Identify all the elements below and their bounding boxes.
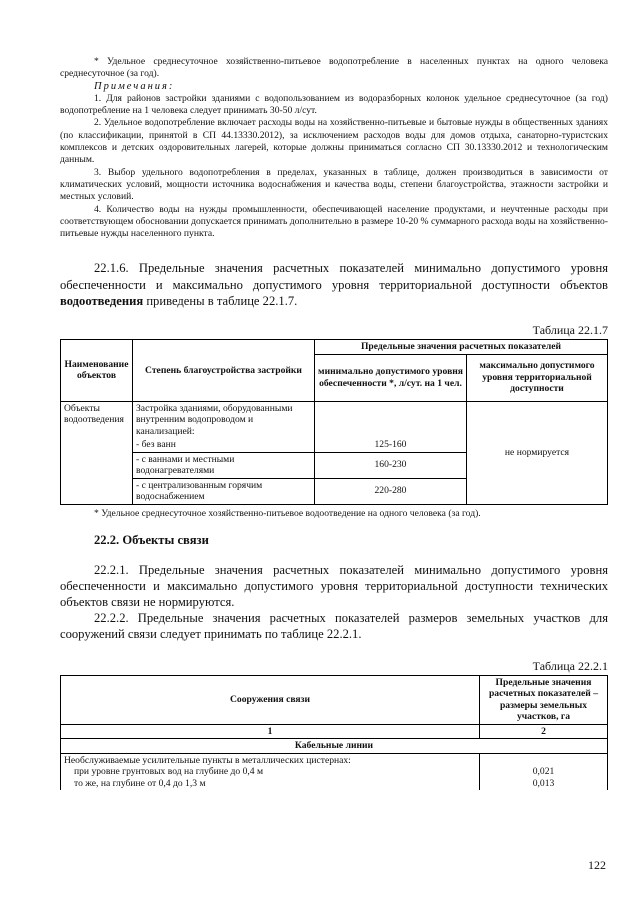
cell-degree: Застройка зданиями, оборудованными внутренним водопроводом и канализацией:: [133, 401, 315, 438]
section-heading: 22.2. Объекты связи: [94, 532, 209, 547]
table-caption: Таблица 22.2.1: [532, 658, 608, 673]
note-item: 4. Количество воды на нужды промышленности, обеспечивающей население продуктами, и неучтенные расходы при соответствующем обосновании допускается принимать дополнительно в размере 10-20 % суммарного расхода воды на хозяйственно-питьевые нужды населенного пункта.: [60, 203, 608, 240]
group-header: Кабельные линии: [61, 739, 608, 754]
header-structures: Сооружения связи: [61, 675, 480, 724]
cell-degree: - без ванн: [133, 438, 315, 452]
header-col-number: 2: [480, 724, 608, 739]
header-min: минимально допустимого уровня обеспеченности *, л/сут. на 1 чел.: [315, 354, 467, 401]
table-22-2-1: [60, 675, 608, 791]
page-number: 122: [588, 858, 606, 872]
cell-max: не нормируется: [467, 401, 608, 504]
row-value: 0,021: [532, 766, 555, 778]
note-item: 2. Удельное водопотребление включает расходы воды на хозяйственно-питьевые и бытовые нужды в общественных зданиях (по классификации, принятой в СП 44.13330.2012), за исключением расходов воды для домов отдыха, санаторно-туристских комплексов и детских оздоровительных лагерей, которые должны приниматься согласно СП 30.13330.2012 и технологическим данным.: [60, 117, 608, 166]
cell-value: 160-230: [315, 452, 467, 478]
notes-block: [60, 56, 608, 240]
header-max: максимально допустимого уровня территориальной доступности: [467, 354, 608, 401]
notes-title: Примечания:: [94, 80, 175, 92]
table-row: [61, 753, 608, 790]
row-title: Необслуживаемые усилительные пункты в металлических цистернах:: [64, 754, 351, 766]
cell-value: 220-280: [315, 478, 467, 504]
note-item: 3. Выбор удельного водопотребления в пределах, указанных в таблице, должен производиться в зависимости от климатических условий, мощности источника водоснабжения и качества воды, степени благоустройства, этажности застройки и местных условий.: [60, 166, 608, 203]
para-text: 22.1.6. Предельные значения расчетных показателей минимально допустимого уровня обеспеченности и максимально допустимого уровня территориальной доступности объектов: [60, 261, 608, 292]
header-col-number: 1: [61, 724, 480, 739]
cell-object: Объекты водоотведения: [61, 401, 133, 504]
table-22-1-7: [60, 339, 608, 505]
row-label: при уровне грунтовых вод на глубине до 0,4 м: [74, 766, 264, 778]
header-values: Предельные значения расчетных показателей – размеры земельных участков, га: [480, 675, 608, 724]
header-name: Наименование объектов: [61, 340, 133, 402]
paragraph-22-1-6: [60, 260, 608, 309]
cell-degree: - с ваннами и местными водонагревателями: [133, 452, 315, 478]
top-footnote: * Удельное среднесуточное хозяйственно-питьевое водопотребление в населенных пунктах на одного человека среднесуточное (за год).: [60, 56, 608, 80]
header-degree: Степень благоустройства застройки: [133, 340, 315, 402]
cell-value: [315, 401, 467, 438]
para-bold-text: водоотведения: [60, 293, 144, 308]
paragraph-22-2-1: 22.2.1. Предельные значения расчетных показателей минимально допустимого уровня обеспеченности и максимально допустимого уровня территориальной доступности технических объектов связи не нормируются.: [60, 562, 608, 609]
section-paragraphs: [60, 562, 608, 643]
cell-degree: - с централизованным горячим водоснабжением: [133, 478, 315, 504]
header-group: Предельные значения расчетных показателей: [315, 340, 608, 355]
note-item: 1. Для районов застройки зданиями с водопользованием из водоразборных колонок удельное среднесуточное (за год) водопотребление на 1 человека следует принимать 30-50 л/сут.: [60, 92, 608, 117]
para-text: приведены в таблице 22.1.7.: [146, 293, 298, 308]
row-value: 0,013: [532, 777, 555, 789]
cell-value: 125-160: [315, 438, 467, 452]
table-footnote: * Удельное среднесуточное хозяйственно-питьевое водоотведение на одного человека (за год).: [94, 507, 481, 519]
table-row: [61, 401, 608, 438]
table-caption: Таблица 22.1.7: [532, 323, 608, 338]
paragraph-22-2-2: 22.2.2. Предельные значения расчетных показателей размеров земельных участков для сооружений связи следует принимать по таблице 22.2.1.: [60, 611, 608, 642]
row-label: то же, на глубине от 0,4 до 1,3 м: [74, 777, 206, 789]
document-page: [60, 56, 608, 790]
